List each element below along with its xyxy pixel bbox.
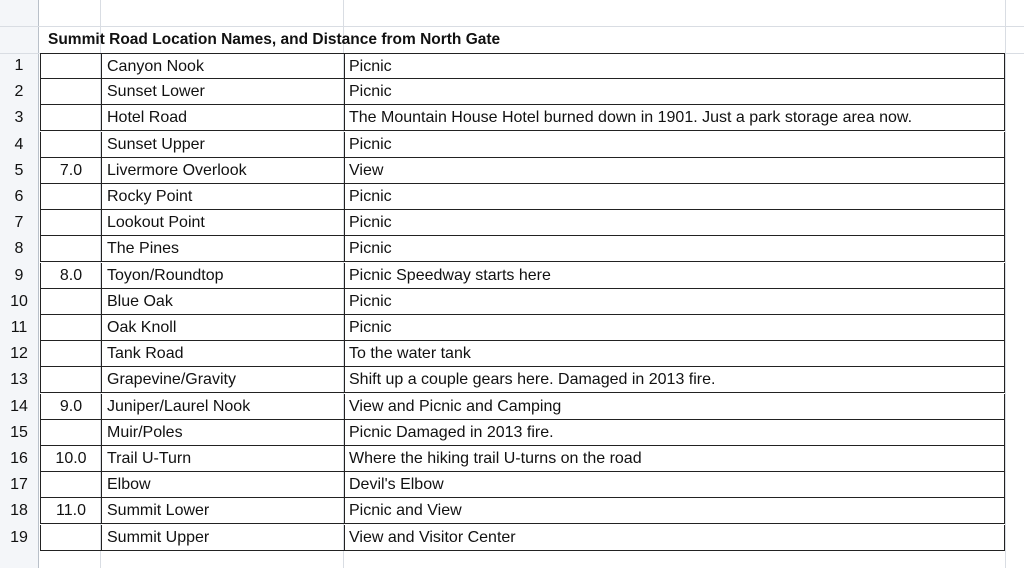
location-name-cell[interactable]: Canyon Nook bbox=[102, 54, 345, 78]
table-row bbox=[0, 498, 1024, 524]
distance-cell[interactable] bbox=[41, 236, 102, 261]
distance-cell[interactable] bbox=[41, 132, 102, 157]
distance-cell[interactable] bbox=[41, 105, 102, 130]
distance-cell[interactable] bbox=[41, 54, 102, 78]
table-row bbox=[0, 79, 1024, 105]
distance-cell[interactable] bbox=[41, 289, 102, 314]
row-cells bbox=[40, 472, 1005, 498]
row-number[interactable]: 11 bbox=[10, 319, 28, 336]
row-cells bbox=[40, 446, 1005, 472]
distance-cell[interactable] bbox=[41, 525, 102, 550]
location-name-cell[interactable]: Grapevine/Gravity bbox=[102, 367, 345, 392]
gridline bbox=[0, 26, 1024, 27]
table-row bbox=[0, 394, 1024, 420]
description-cell[interactable]: View and Visitor Center bbox=[349, 528, 516, 546]
row-cells bbox=[40, 132, 1005, 158]
sheet-title[interactable]: Summit Road Location Names, and Distance from North Gate bbox=[48, 31, 501, 48]
row-cells bbox=[40, 236, 1005, 262]
row-cells bbox=[40, 394, 1005, 420]
row-number[interactable]: 12 bbox=[10, 345, 28, 363]
row-number[interactable]: 8 bbox=[14, 240, 24, 258]
distance-cell[interactable] bbox=[41, 79, 102, 104]
row-number[interactable]: 10 bbox=[10, 292, 28, 310]
description-cell[interactable]: Where the hiking trail U-turns on the road bbox=[349, 450, 642, 467]
description-cell[interactable]: Picnic Damaged in 2013 fire. bbox=[349, 423, 554, 441]
location-name-cell[interactable]: Oak Knoll bbox=[102, 315, 345, 340]
table-row bbox=[0, 525, 1024, 551]
table-row bbox=[0, 53, 1024, 79]
description-cell[interactable]: Picnic bbox=[349, 214, 392, 232]
table-row bbox=[0, 158, 1024, 184]
row-number[interactable]: 17 bbox=[10, 476, 28, 494]
distance-cell[interactable]: 7.0 bbox=[41, 158, 102, 183]
location-name-cell[interactable]: Elbow bbox=[102, 472, 345, 497]
table-row bbox=[0, 446, 1024, 472]
table-row bbox=[0, 263, 1024, 289]
table-row bbox=[0, 210, 1024, 236]
location-name-cell[interactable]: Summit Lower bbox=[102, 498, 345, 523]
row-cells bbox=[40, 79, 1005, 105]
row-cells bbox=[40, 263, 1005, 289]
row-number[interactable]: 18 bbox=[10, 502, 28, 520]
location-name-cell[interactable]: Rocky Point bbox=[102, 184, 345, 209]
description-cell[interactable]: Picnic bbox=[349, 292, 392, 310]
row-cells bbox=[40, 105, 1005, 131]
distance-cell[interactable]: 8.0 bbox=[41, 263, 102, 288]
location-name-cell[interactable]: Sunset Lower bbox=[102, 79, 345, 104]
distance-cell[interactable] bbox=[41, 184, 102, 209]
location-name-cell[interactable]: Toyon/Roundtop bbox=[102, 263, 345, 288]
description-cell[interactable]: Picnic bbox=[349, 188, 392, 205]
table-row bbox=[0, 184, 1024, 210]
description-cell[interactable]: Picnic bbox=[349, 135, 392, 153]
distance-cell[interactable] bbox=[41, 420, 102, 445]
distance-cell[interactable]: 9.0 bbox=[41, 394, 102, 419]
table-row bbox=[0, 315, 1024, 341]
row-number[interactable]: 13 bbox=[10, 371, 28, 389]
distance-cell[interactable]: 11.0 bbox=[41, 498, 102, 523]
location-name-cell[interactable]: Summit Upper bbox=[102, 525, 345, 550]
row-number[interactable]: 2 bbox=[14, 83, 24, 101]
row-number[interactable]: 19 bbox=[10, 528, 28, 546]
table-row bbox=[0, 341, 1024, 367]
table-row bbox=[0, 472, 1024, 498]
description-cell[interactable]: Picnic bbox=[349, 83, 392, 101]
row-number[interactable]: 1 bbox=[14, 57, 24, 74]
row-cells bbox=[40, 315, 1005, 341]
location-name-cell[interactable]: Blue Oak bbox=[102, 289, 345, 314]
row-number[interactable]: 15 bbox=[10, 423, 28, 441]
description-cell[interactable]: Shift up a couple gears here. Damaged in 2013 fire. bbox=[349, 371, 716, 389]
row-cells bbox=[40, 210, 1005, 236]
distance-cell[interactable] bbox=[41, 315, 102, 340]
description-cell[interactable]: Picnic and View bbox=[349, 502, 462, 520]
row-cells bbox=[40, 158, 1005, 184]
location-name-cell[interactable]: Muir/Poles bbox=[102, 420, 345, 445]
distance-cell[interactable] bbox=[41, 341, 102, 366]
description-cell[interactable]: To the water tank bbox=[349, 345, 471, 363]
distance-cell[interactable] bbox=[41, 210, 102, 235]
distance-cell[interactable]: 10.0 bbox=[41, 446, 102, 471]
row-cells bbox=[40, 184, 1005, 210]
row-number[interactable]: 16 bbox=[10, 450, 28, 467]
row-number[interactable]: 3 bbox=[14, 109, 24, 127]
description-cell[interactable]: View and Picnic and Camping bbox=[349, 397, 562, 415]
description-cell[interactable]: Picnic bbox=[349, 240, 392, 258]
row-cells bbox=[40, 498, 1005, 524]
distance-cell[interactable] bbox=[41, 472, 102, 497]
location-name-cell[interactable]: Juniper/Laurel Nook bbox=[102, 394, 345, 419]
table-row bbox=[0, 367, 1024, 393]
description-cell[interactable]: The Mountain House Hotel burned down in 1901. Just a park storage area now. bbox=[349, 109, 913, 127]
row-cells bbox=[40, 53, 1005, 79]
row-number[interactable]: 4 bbox=[14, 135, 24, 153]
description-cell[interactable]: View bbox=[349, 161, 384, 179]
row-cells bbox=[40, 341, 1005, 367]
row-number[interactable]: 14 bbox=[10, 397, 28, 415]
row-cells bbox=[40, 367, 1005, 393]
location-name-cell[interactable]: Tank Road bbox=[102, 341, 345, 366]
row-cells bbox=[40, 420, 1005, 446]
description-cell[interactable]: Devil's Elbow bbox=[349, 476, 444, 494]
description-cell[interactable]: Picnic bbox=[349, 319, 392, 336]
distance-cell[interactable] bbox=[41, 367, 102, 392]
table-row bbox=[0, 289, 1024, 315]
row-number[interactable]: 6 bbox=[14, 188, 24, 205]
table-row bbox=[0, 132, 1024, 158]
row-number[interactable]: 5 bbox=[14, 161, 24, 179]
description-cell[interactable]: Picnic bbox=[349, 58, 392, 75]
location-name-cell[interactable]: Hotel Road bbox=[102, 105, 345, 130]
location-name-cell[interactable]: Lookout Point bbox=[102, 210, 345, 235]
location-name-cell[interactable]: Livermore Overlook bbox=[102, 158, 345, 183]
row-number[interactable]: 9 bbox=[14, 266, 24, 284]
row-cells bbox=[40, 289, 1005, 315]
table-row bbox=[0, 236, 1024, 262]
description-cell[interactable]: Picnic Speedway starts here bbox=[349, 266, 551, 284]
table-row bbox=[0, 420, 1024, 446]
location-name-cell[interactable]: The Pines bbox=[102, 236, 345, 261]
location-name-cell[interactable]: Trail U-Turn bbox=[102, 446, 345, 471]
table-row bbox=[0, 105, 1024, 131]
row-number[interactable]: 7 bbox=[14, 214, 24, 232]
row-cells bbox=[40, 525, 1005, 551]
location-name-cell[interactable]: Sunset Upper bbox=[102, 132, 345, 157]
